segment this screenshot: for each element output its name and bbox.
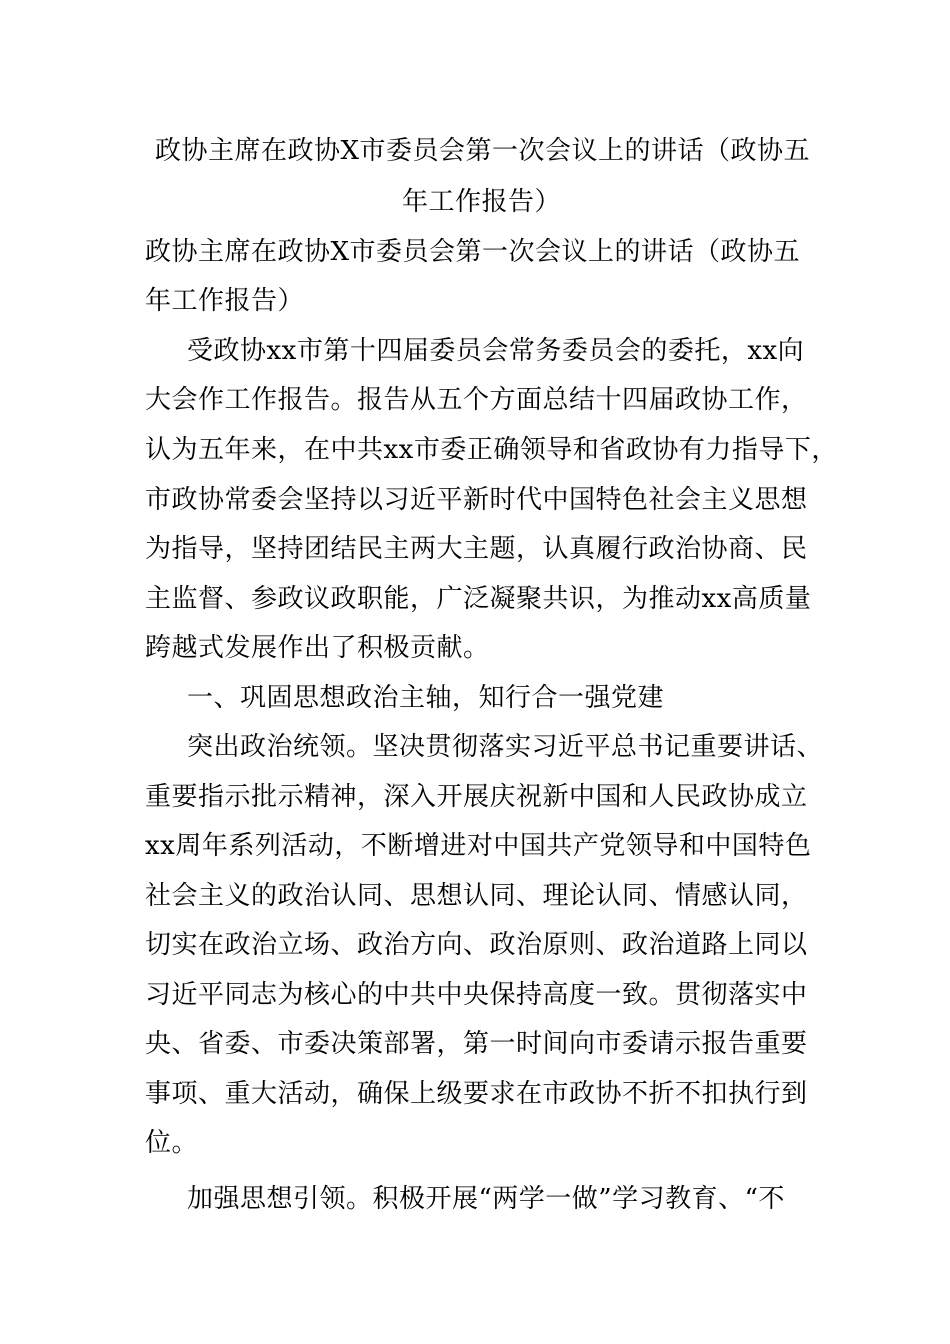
paragraph-2-line-8: 事项、重大活动，确保上级要求在市政协不折不扣执行到: [145, 1079, 808, 1109]
document-title-line-1: 政协主席在政协X市委员会第一次会议上的讲话（政协五: [155, 136, 811, 166]
paragraph-2-line-6: 习近平同志为核心的中共中央保持高度一致。贯彻落实中: [145, 980, 808, 1010]
paragraph-1-line-2: 大会作工作报告。报告从五个方面总结十四届政协工作，: [145, 385, 808, 415]
paragraph-2-line-4: 社会主义的政治认同、思想认同、理论认同、情感认同，: [145, 881, 808, 911]
paragraph-2-line-7: 央、省委、市委决策部署，第一时间向市委请示报告重要: [145, 1029, 808, 1059]
paragraph-1-line-5: 为指导，坚持团结民主两大主题，认真履行政治协商、民: [145, 534, 808, 564]
paragraph-2-line-5: 切实在政治立场、政治方向、政治原则、政治道路上同以: [145, 930, 808, 960]
paragraph-1-line-1: 受政协xx市第十四届委员会常务委员会的委托，xx向: [187, 336, 805, 366]
paragraph-1-line-6: 主监督、参政议政职能，广泛凝聚共识，为推动xx高质量: [145, 584, 812, 614]
document-subheading-line-2: 年工作报告）: [145, 286, 305, 316]
document-title-line-2: 年工作报告）: [402, 187, 562, 217]
paragraph-2-line-3: xx周年系列活动，不断增进对中国共产党领导和中国特色: [145, 831, 812, 861]
paragraph-1-line-7: 跨越式发展作出了积极贡献。: [145, 633, 490, 663]
paragraph-2-line-1: 突出政治统领。坚决贯彻落实习近平总书记重要讲话、: [187, 732, 824, 762]
paragraph-2-line-2: 重要指示批示精神，深入开展庆祝新中国和人民政协成立: [145, 782, 808, 812]
section-heading-1: 一、巩固思想政治主轴，知行合一强党建: [187, 683, 665, 713]
paragraph-3-line-1: 加强思想引领。积极开展“两学一做”学习教育、“不: [187, 1184, 785, 1214]
paragraph-1-line-3: 认为五年来，在中共xx市委正确领导和省政协有力指导下，: [145, 435, 838, 465]
paragraph-1-line-4: 市政协常委会坚持以习近平新时代中国特色社会主义思想: [145, 485, 808, 515]
document-subheading-line-1: 政协主席在政协X市委员会第一次会议上的讲话（政协五: [145, 237, 801, 267]
paragraph-2-line-9: 位。: [145, 1128, 199, 1158]
